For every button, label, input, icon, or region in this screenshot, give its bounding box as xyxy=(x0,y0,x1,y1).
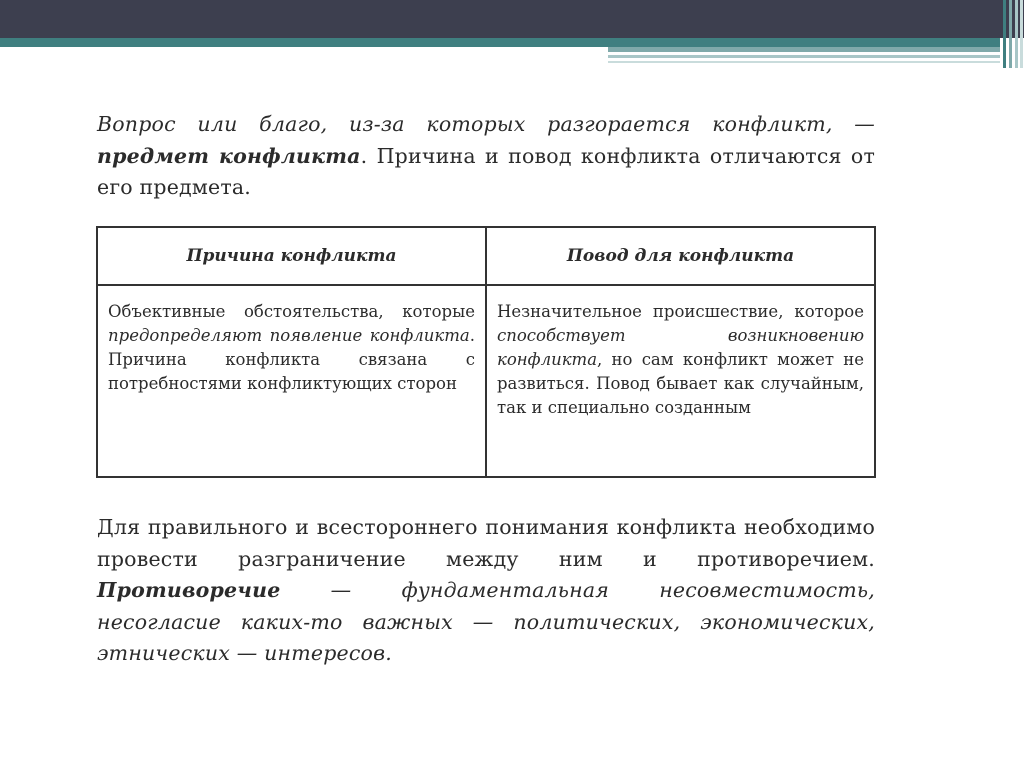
intro-text: Вопрос или благо, из-за которых разгорается конфликт, — xyxy=(97,112,875,136)
table-header-row xyxy=(97,227,875,285)
intro-paragraph xyxy=(97,109,875,204)
table-header-pretext: Повод для конфликта xyxy=(486,227,875,285)
contradiction-term: Противоречие xyxy=(97,578,281,602)
contradiction-paragraph xyxy=(97,512,875,670)
corner-stripe xyxy=(1003,0,1006,68)
intro-text: . Причина и повод конфликта отличаются от его предмета. xyxy=(97,143,875,199)
header-stripe xyxy=(608,61,1000,63)
header-stripe xyxy=(608,55,1000,58)
cause-pretext-table xyxy=(96,226,876,478)
corner-stripe xyxy=(1015,0,1018,68)
title-bar-decoration xyxy=(0,0,1024,38)
table-row xyxy=(97,285,875,477)
header-stripe xyxy=(0,38,1000,47)
contradiction-definition: — фундаментальная несовместимость, несогласие каких-то важных — политических, экономических, этнических — интересов. xyxy=(97,578,875,665)
cause-cell: Объективные обстоятельства, которые предопределяют появление конфликта. Причина конфликта связана с потребностями конфликтующих сторон xyxy=(97,285,486,477)
corner-stripe xyxy=(1009,0,1012,68)
pretext-cell: Незначительное происшествие, которое способствует возникновению конфликта, но сам конфликт может не развиться. Повод бывает как случайным, так и специально созданным xyxy=(486,285,875,477)
corner-stripe xyxy=(1020,0,1023,68)
subject-term: предмет конфликта xyxy=(97,143,361,168)
table-header-cause: Причина конфликта xyxy=(97,227,486,285)
contradiction-text: Для правильного и всестороннего понимания конфликта необходимо провести разграничение между ним и противоречием. xyxy=(97,515,875,571)
header-stripe xyxy=(608,47,1000,52)
